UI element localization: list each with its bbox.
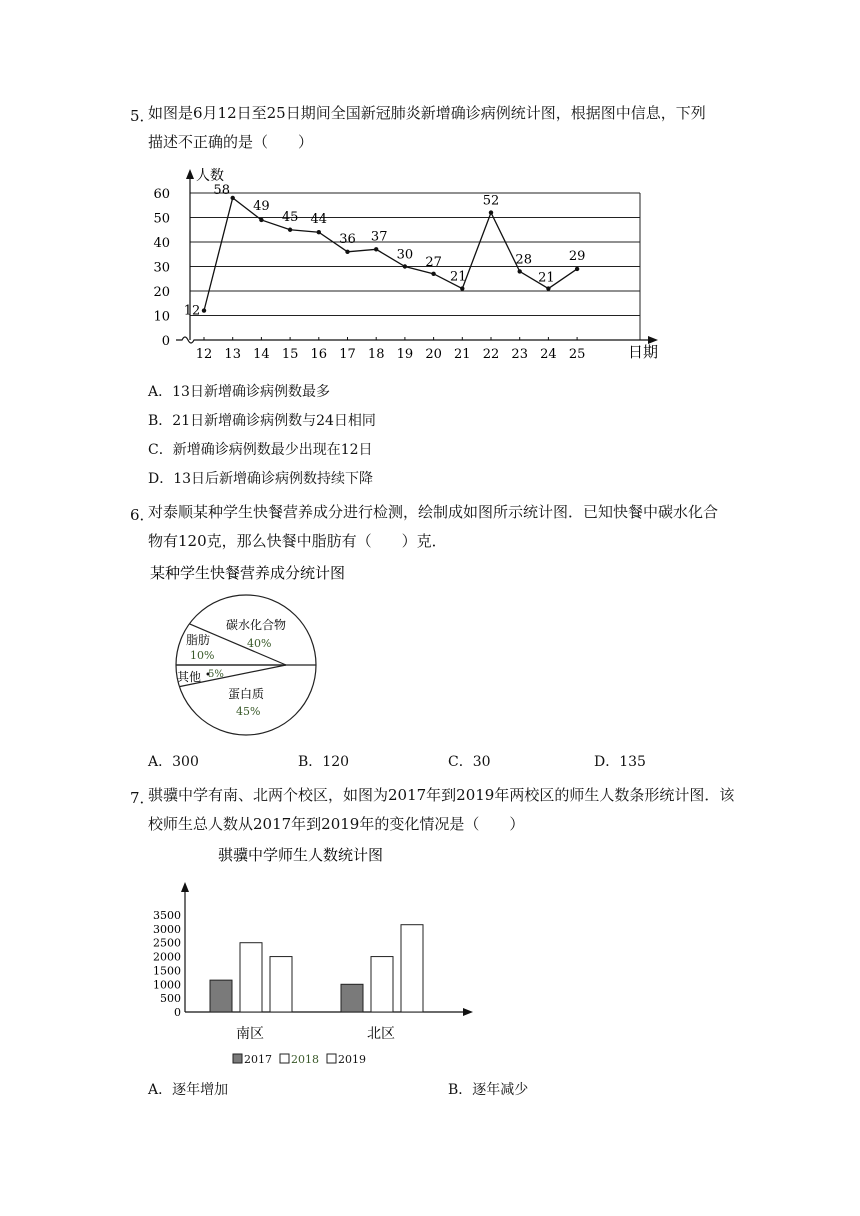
- q7-x-arrow: [463, 1008, 473, 1016]
- q6-label-carb: 碳水化合物: [226, 618, 287, 632]
- q6-option-d[interactable]: [594, 751, 646, 771]
- q6-pct-other: 5%: [208, 669, 224, 680]
- q5-label-22: 52: [482, 193, 500, 209]
- q5-point-21: [460, 286, 464, 290]
- q5-point-16: [317, 230, 321, 234]
- q6-label-protein: 蛋白质: [228, 687, 265, 701]
- q7-chart-title: 骐骥中学师生人数统计图: [218, 846, 384, 864]
- q6-option-d-text: 135: [619, 754, 646, 770]
- q6-pct-fat: 10%: [190, 649, 215, 662]
- q6-option-b-text: 120: [322, 754, 350, 770]
- q5-label-16: 44: [310, 212, 328, 228]
- q6-option-c-text: 30: [472, 754, 491, 770]
- q7-bar-南区-2019: [270, 957, 292, 1012]
- q5-line-chart: [150, 160, 710, 365]
- q5-number: 5．: [130, 107, 155, 125]
- q5-xtick-25: 25: [568, 347, 586, 362]
- q5-xtick-22: 22: [482, 347, 500, 362]
- q6-chart-title: 某种学生快餐营养成分统计图: [150, 564, 346, 582]
- q7-legend-label-2017: 2017: [244, 1053, 272, 1066]
- q7-option-a[interactable]: [148, 1079, 228, 1099]
- q6-stem-line2: 物有120克，那么快餐中脂肪有（ ）克．: [148, 532, 447, 550]
- q7-bar-北区-2017: [341, 984, 363, 1012]
- q6-option-d-label: D．: [594, 754, 620, 770]
- q7-ytick-2500: 2500: [153, 936, 181, 950]
- q7-category-0: 南区: [236, 1026, 264, 1042]
- q7-y-ticks: [153, 909, 181, 1019]
- q5-point-24: [546, 286, 550, 290]
- q5-xtick-13: 13: [224, 347, 241, 362]
- q7-stem-line1: 骐骥中学有南、北两个校区，如图为2017年到2019年两校区的师生人数条形统计图．该: [148, 786, 735, 804]
- q5-option-d-text: 13日后新增确诊病例数持续下降: [173, 471, 374, 487]
- q6-option-a-label: A．: [148, 754, 173, 770]
- q7-ytick-3500: 3500: [153, 909, 181, 922]
- q7-y-arrow: [181, 882, 189, 892]
- q5-point-18: [374, 247, 378, 251]
- q7-stem-line2: 校师生总人数从2017年到2019年的变化情况是（ ）: [148, 815, 525, 833]
- q5-grid: [190, 193, 640, 340]
- q5-label-17: 36: [339, 231, 356, 247]
- q6-option-a-text: 300: [172, 754, 199, 770]
- q5-label-18: 37: [370, 229, 388, 245]
- q5-option-a[interactable]: [148, 381, 330, 401]
- q6-option-b-label: B．: [298, 754, 323, 770]
- q6-stem-line1: 对泰顺某种学生快餐营养成分进行检测，绘制成如图所示统计图．已知快餐中碳水化合: [148, 503, 719, 521]
- q7-legend-label-2019: 2019: [338, 1053, 366, 1066]
- q5-option-b[interactable]: [148, 410, 376, 430]
- q5-label-14: 49: [253, 198, 270, 214]
- q5-y-arrow: [186, 169, 194, 179]
- q6-option-c[interactable]: [448, 751, 491, 771]
- q5-ytick-10: 10: [153, 309, 170, 325]
- q7-ytick-2000: 2000: [153, 950, 181, 964]
- q5-xtick-15: 15: [281, 347, 299, 362]
- q5-point-25: [575, 267, 579, 271]
- q5-point-20: [431, 272, 435, 276]
- q5-option-b-label: B．: [148, 413, 173, 429]
- q5-option-c-label: C．: [148, 442, 173, 458]
- q5-xtick-23: 23: [511, 347, 528, 362]
- q5-ytick-50: 50: [153, 211, 170, 227]
- q5-label-13: 58: [213, 182, 230, 198]
- q5-stem-line1: 如图是6月12日至25日期间全国新冠肺炎新增确诊病例统计图，根据图中信息，下列: [148, 104, 706, 122]
- q5-data-labels: [184, 183, 586, 319]
- q7-legend-swatch-2017: [233, 1054, 242, 1063]
- q6-option-a[interactable]: [148, 751, 199, 771]
- q5-xtick-12: 12: [195, 347, 213, 362]
- q7-option-b-label: B．: [448, 1082, 473, 1098]
- q5-option-b-text: 21日新增确诊病例数与24日相同: [172, 413, 376, 429]
- q5-option-a-text: 13日新增确诊病例数最多: [172, 384, 330, 400]
- q7-ytick-3000: 3000: [153, 922, 181, 936]
- q5-xtick-21: 21: [454, 347, 471, 362]
- q5-label-21: 21: [450, 269, 467, 285]
- q5-ytick-40: 40: [153, 236, 170, 251]
- q5-option-a-label: A．: [148, 384, 173, 400]
- q5-point-15: [288, 228, 292, 232]
- q7-bar-南区-2017: [210, 980, 232, 1012]
- q5-option-d-label: D．: [148, 471, 174, 487]
- q7-option-b[interactable]: [448, 1079, 528, 1099]
- q5-label-12: 12: [183, 303, 201, 319]
- q5-label-25: 29: [568, 248, 586, 264]
- q7-ytick-1000: 1000: [153, 978, 181, 992]
- q5-xtick-14: 14: [253, 347, 270, 362]
- q5-label-15: 45: [281, 209, 299, 225]
- q7-bars: [210, 925, 423, 1012]
- q7-bar-北区-2018: [371, 957, 393, 1012]
- q5-point-19: [403, 264, 407, 268]
- q5-ytick-30: 30: [153, 260, 170, 276]
- q5-xtick-16: 16: [310, 347, 328, 362]
- q5-option-c-text: 新增确诊病例数最少出现在12日: [172, 442, 373, 458]
- q5-point-13: [231, 196, 235, 200]
- q7-number: 7．: [130, 789, 155, 807]
- q5-label-24: 21: [538, 270, 555, 286]
- q5-xtick-20: 20: [425, 347, 442, 362]
- q5-y-axis-label: 人数: [196, 168, 224, 184]
- q5-label-20: 27: [425, 254, 442, 270]
- q5-option-d[interactable]: [148, 468, 373, 488]
- q5-point-22: [489, 210, 493, 214]
- q5-point-14: [259, 218, 263, 222]
- q6-number: 6．: [130, 506, 155, 524]
- q5-point-12: [202, 308, 206, 312]
- q5-point-17: [345, 250, 349, 254]
- q5-label-19: 30: [396, 247, 414, 263]
- q7-ytick-1500: 1500: [153, 964, 181, 978]
- q5-ytick-60: 60: [153, 187, 170, 202]
- q5-axis-break: [176, 337, 200, 343]
- q5-axes: [176, 169, 658, 344]
- q5-ytick-20: 20: [153, 285, 170, 300]
- q6-option-b[interactable]: [298, 751, 349, 771]
- q7-categories: [236, 1025, 395, 1042]
- q5-point-23: [518, 269, 522, 273]
- q5-xtick-18: 18: [367, 347, 385, 362]
- q7-legend-swatch-2018: [280, 1054, 289, 1063]
- q5-option-c[interactable]: [148, 439, 373, 459]
- q7-bar-南区-2018: [240, 943, 262, 1012]
- q7-bar-chart: [145, 840, 485, 1070]
- q6-pct-protein: 45%: [236, 705, 261, 718]
- q7-ytick-0: 0: [174, 1006, 181, 1019]
- q6-label-fat: 脂肪: [186, 633, 211, 647]
- q5-xtick-24: 24: [540, 347, 557, 362]
- q5-stem-line2: 描述不正确的是（ ）: [148, 133, 314, 151]
- q7-legend: [233, 1053, 366, 1066]
- q7-legend-swatch-2019: [327, 1054, 336, 1063]
- q5-label-23: 28: [515, 252, 532, 268]
- q7-category-1: 北区: [367, 1026, 395, 1042]
- q7-bar-北区-2019: [401, 925, 423, 1012]
- q6-pie-chart: [148, 558, 388, 748]
- q7-option-a-label: A．: [148, 1082, 173, 1098]
- q7-ytick-500: 500: [160, 992, 181, 1006]
- q5-ytick-0: 0: [161, 334, 170, 349]
- q7-legend-label-2018: 2018: [291, 1053, 319, 1066]
- q7-option-a-text: 逐年增加: [172, 1082, 229, 1098]
- q7-option-b-text: 逐年减少: [472, 1082, 529, 1098]
- q5-x-axis-label: 日期: [628, 343, 659, 361]
- q6-option-c-label: C．: [448, 754, 473, 770]
- q5-x-ticks: [196, 337, 586, 362]
- q6-pct-carb: 40%: [247, 637, 272, 650]
- q5-xtick-19: 19: [396, 347, 414, 362]
- q6-label-other: 其他: [177, 670, 202, 684]
- q5-xtick-17: 17: [339, 347, 356, 362]
- q5-y-ticks: [153, 187, 170, 349]
